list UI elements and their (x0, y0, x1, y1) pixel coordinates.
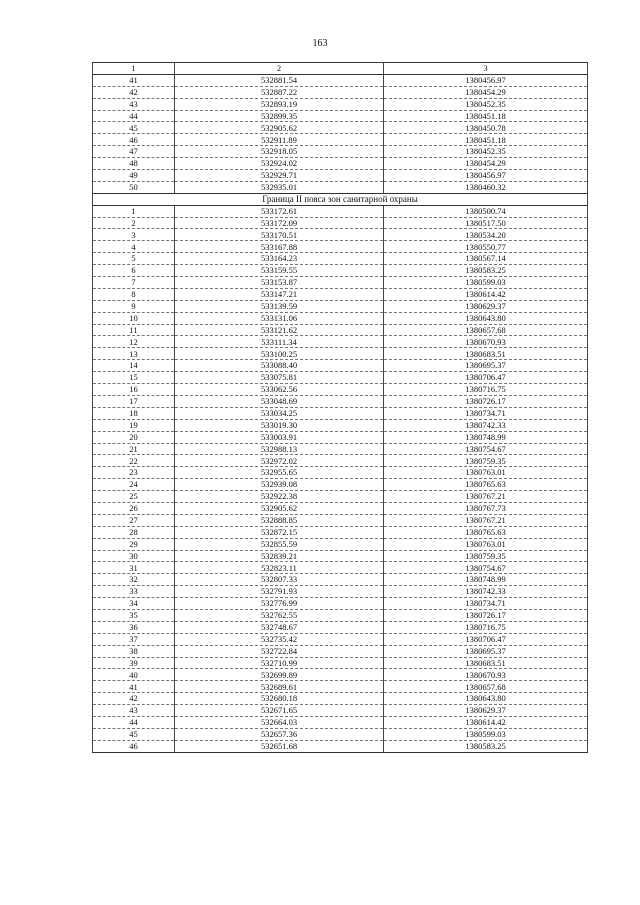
table-row (93, 431, 588, 443)
table-row (93, 217, 588, 229)
table-row (93, 633, 588, 645)
y-coordinate-cell: 1380643.80 (384, 312, 588, 324)
y-coordinate-cell: 1380765.63 (384, 526, 588, 538)
y-coordinate-cell: 1380599.03 (384, 277, 588, 289)
x-coordinate-cell: 533131.06 (175, 312, 384, 324)
x-coordinate-cell: 532905.62 (175, 122, 384, 134)
point-number-cell: 44 (93, 110, 175, 122)
x-coordinate-cell: 533139.59 (175, 300, 384, 312)
point-number-cell: 43 (93, 98, 175, 110)
table-row (93, 669, 588, 681)
section-row (93, 193, 588, 205)
point-number-cell: 11 (93, 324, 175, 336)
x-coordinate-cell: 532807.33 (175, 574, 384, 586)
y-coordinate-cell: 1380767.21 (384, 514, 588, 526)
x-coordinate-cell: 532699.89 (175, 669, 384, 681)
table-row (93, 502, 588, 514)
point-number-cell: 39 (93, 657, 175, 669)
x-coordinate-cell: 532911.89 (175, 134, 384, 146)
y-coordinate-cell: 1380683.51 (384, 657, 588, 669)
y-coordinate-cell: 1380657.68 (384, 324, 588, 336)
table-row (93, 229, 588, 241)
point-number-cell: 20 (93, 431, 175, 443)
coordinates-table (92, 62, 588, 753)
x-coordinate-cell: 533172.09 (175, 217, 384, 229)
point-number-cell: 16 (93, 384, 175, 396)
x-coordinate-cell: 533167.88 (175, 241, 384, 253)
table-row (93, 728, 588, 740)
table-row (93, 479, 588, 491)
point-number-cell: 14 (93, 360, 175, 372)
table-row (93, 170, 588, 182)
x-coordinate-cell: 532939.08 (175, 479, 384, 491)
x-coordinate-cell: 532922.38 (175, 491, 384, 503)
table-row (93, 407, 588, 419)
x-coordinate-cell: 532776.99 (175, 598, 384, 610)
x-coordinate-cell: 532899.35 (175, 110, 384, 122)
x-coordinate-cell: 533164.23 (175, 253, 384, 265)
table-header-row (93, 63, 588, 75)
table-row (93, 443, 588, 455)
table-row (93, 705, 588, 717)
table-row (93, 740, 588, 752)
point-number-cell: 45 (93, 122, 175, 134)
y-coordinate-cell: 1380716.75 (384, 384, 588, 396)
point-number-cell: 32 (93, 574, 175, 586)
y-coordinate-cell: 1380567.14 (384, 253, 588, 265)
header-col-3: 3 (384, 63, 588, 75)
table-row (93, 300, 588, 312)
y-coordinate-cell: 1380763.01 (384, 467, 588, 479)
point-number-cell: 43 (93, 705, 175, 717)
x-coordinate-cell: 532657.36 (175, 728, 384, 740)
y-coordinate-cell: 1380767.73 (384, 502, 588, 514)
point-number-cell: 47 (93, 146, 175, 158)
table-row (93, 419, 588, 431)
table-row (93, 277, 588, 289)
point-number-cell: 12 (93, 336, 175, 348)
x-coordinate-cell: 532710.99 (175, 657, 384, 669)
x-coordinate-cell: 532651.68 (175, 740, 384, 752)
y-coordinate-cell: 1380614.42 (384, 716, 588, 728)
table-row (93, 455, 588, 467)
table-row (93, 384, 588, 396)
table-row (93, 158, 588, 170)
page-number: 163 (312, 38, 328, 49)
y-coordinate-cell: 1380456.97 (384, 170, 588, 182)
table-row (93, 693, 588, 705)
x-coordinate-cell: 532888.85 (175, 514, 384, 526)
point-number-cell: 22 (93, 455, 175, 467)
table-row (93, 645, 588, 657)
y-coordinate-cell: 1380734.71 (384, 598, 588, 610)
x-coordinate-cell: 533111.34 (175, 336, 384, 348)
x-coordinate-cell: 532881.54 (175, 74, 384, 86)
y-coordinate-cell: 1380754.67 (384, 443, 588, 455)
point-number-cell: 46 (93, 740, 175, 752)
table-row (93, 681, 588, 693)
point-number-cell: 34 (93, 598, 175, 610)
point-number-cell: 21 (93, 443, 175, 455)
point-number-cell: 5 (93, 253, 175, 265)
table-row (93, 372, 588, 384)
table-row (93, 98, 588, 110)
y-coordinate-cell: 1380629.37 (384, 705, 588, 717)
point-number-cell: 6 (93, 265, 175, 277)
y-coordinate-cell: 1380450.78 (384, 122, 588, 134)
x-coordinate-cell: 533100.25 (175, 348, 384, 360)
y-coordinate-cell: 1380599.03 (384, 728, 588, 740)
point-number-cell: 29 (93, 538, 175, 550)
table-row (93, 598, 588, 610)
x-coordinate-cell: 533159.55 (175, 265, 384, 277)
point-number-cell: 44 (93, 716, 175, 728)
y-coordinate-cell: 1380726.17 (384, 609, 588, 621)
x-coordinate-cell: 533062.56 (175, 384, 384, 396)
x-coordinate-cell: 532722.84 (175, 645, 384, 657)
y-coordinate-cell: 1380670.93 (384, 336, 588, 348)
y-coordinate-cell: 1380695.37 (384, 645, 588, 657)
point-number-cell: 42 (93, 693, 175, 705)
point-number-cell: 8 (93, 288, 175, 300)
table-row (93, 146, 588, 158)
point-number-cell: 26 (93, 502, 175, 514)
y-coordinate-cell: 1380451.18 (384, 134, 588, 146)
x-coordinate-cell: 532918.05 (175, 146, 384, 158)
point-number-cell: 18 (93, 407, 175, 419)
x-coordinate-cell: 532872.15 (175, 526, 384, 538)
point-number-cell: 42 (93, 86, 175, 98)
table-row (93, 538, 588, 550)
point-number-cell: 49 (93, 170, 175, 182)
y-coordinate-cell: 1380456.97 (384, 74, 588, 86)
point-number-cell: 41 (93, 681, 175, 693)
y-coordinate-cell: 1380500.74 (384, 205, 588, 217)
x-coordinate-cell: 532671.65 (175, 705, 384, 717)
x-coordinate-cell: 533088.40 (175, 360, 384, 372)
y-coordinate-cell: 1380734.71 (384, 407, 588, 419)
y-coordinate-cell: 1380657.68 (384, 681, 588, 693)
x-coordinate-cell: 532855.59 (175, 538, 384, 550)
point-number-cell: 30 (93, 550, 175, 562)
y-coordinate-cell: 1380726.17 (384, 395, 588, 407)
y-coordinate-cell: 1380670.93 (384, 669, 588, 681)
table-row (93, 312, 588, 324)
y-coordinate-cell: 1380754.67 (384, 562, 588, 574)
y-coordinate-cell: 1380629.37 (384, 300, 588, 312)
x-coordinate-cell: 533172.61 (175, 205, 384, 217)
x-coordinate-cell: 532664.03 (175, 716, 384, 728)
point-number-cell: 25 (93, 491, 175, 503)
y-coordinate-cell: 1380767.21 (384, 491, 588, 503)
table-row (93, 574, 588, 586)
table-row (93, 241, 588, 253)
table-row (93, 609, 588, 621)
y-coordinate-cell: 1380583.25 (384, 265, 588, 277)
table-row (93, 395, 588, 407)
table-row (93, 110, 588, 122)
table-row (93, 586, 588, 598)
y-coordinate-cell: 1380460.32 (384, 181, 588, 193)
y-coordinate-cell: 1380716.75 (384, 621, 588, 633)
x-coordinate-cell: 533019.30 (175, 419, 384, 431)
y-coordinate-cell: 1380759.35 (384, 550, 588, 562)
point-number-cell: 46 (93, 134, 175, 146)
point-number-cell: 48 (93, 158, 175, 170)
header-col-1: 1 (93, 63, 175, 75)
x-coordinate-cell: 533003.91 (175, 431, 384, 443)
x-coordinate-cell: 532762.55 (175, 609, 384, 621)
y-coordinate-cell: 1380706.47 (384, 372, 588, 384)
table-row (93, 621, 588, 633)
point-number-cell: 41 (93, 74, 175, 86)
table-row (93, 467, 588, 479)
y-coordinate-cell: 1380550.77 (384, 241, 588, 253)
point-number-cell: 37 (93, 633, 175, 645)
x-coordinate-cell: 533034.25 (175, 407, 384, 419)
point-number-cell: 3 (93, 229, 175, 241)
section-title: Граница II пояса зон санитарной охраны (93, 193, 588, 205)
x-coordinate-cell: 532735.42 (175, 633, 384, 645)
x-coordinate-cell: 532924.02 (175, 158, 384, 170)
x-coordinate-cell: 532689.61 (175, 681, 384, 693)
table-row (93, 550, 588, 562)
point-number-cell: 35 (93, 609, 175, 621)
y-coordinate-cell: 1380452.35 (384, 98, 588, 110)
x-coordinate-cell: 532791.93 (175, 586, 384, 598)
y-coordinate-cell: 1380763.01 (384, 538, 588, 550)
y-coordinate-cell: 1380517.50 (384, 217, 588, 229)
point-number-cell: 10 (93, 312, 175, 324)
point-number-cell: 50 (93, 181, 175, 193)
x-coordinate-cell: 532887.22 (175, 86, 384, 98)
y-coordinate-cell: 1380454.29 (384, 86, 588, 98)
x-coordinate-cell: 532929.71 (175, 170, 384, 182)
x-coordinate-cell: 532748.67 (175, 621, 384, 633)
point-number-cell: 17 (93, 395, 175, 407)
y-coordinate-cell: 1380643.80 (384, 693, 588, 705)
table-row (93, 265, 588, 277)
y-coordinate-cell: 1380759.35 (384, 455, 588, 467)
x-coordinate-cell: 533170.51 (175, 229, 384, 241)
table-row (93, 74, 588, 86)
point-number-cell: 36 (93, 621, 175, 633)
point-number-cell: 40 (93, 669, 175, 681)
point-number-cell: 1 (93, 205, 175, 217)
x-coordinate-cell: 532680.18 (175, 693, 384, 705)
table-row (93, 514, 588, 526)
y-coordinate-cell: 1380742.33 (384, 586, 588, 598)
x-coordinate-cell: 533048.69 (175, 395, 384, 407)
x-coordinate-cell: 532972.02 (175, 455, 384, 467)
x-coordinate-cell: 532905.62 (175, 502, 384, 514)
table-row (93, 562, 588, 574)
table-row (93, 205, 588, 217)
point-number-cell: 33 (93, 586, 175, 598)
y-coordinate-cell: 1380534.20 (384, 229, 588, 241)
y-coordinate-cell: 1380452.35 (384, 146, 588, 158)
x-coordinate-cell: 533153.87 (175, 277, 384, 289)
point-number-cell: 9 (93, 300, 175, 312)
y-coordinate-cell: 1380614.42 (384, 288, 588, 300)
table-row (93, 122, 588, 134)
point-number-cell: 7 (93, 277, 175, 289)
point-number-cell: 19 (93, 419, 175, 431)
x-coordinate-cell: 532823.11 (175, 562, 384, 574)
point-number-cell: 45 (93, 728, 175, 740)
x-coordinate-cell: 533121.62 (175, 324, 384, 336)
point-number-cell: 13 (93, 348, 175, 360)
x-coordinate-cell: 532988.13 (175, 443, 384, 455)
table-row (93, 360, 588, 372)
point-number-cell: 28 (93, 526, 175, 538)
y-coordinate-cell: 1380748.99 (384, 574, 588, 586)
point-number-cell: 15 (93, 372, 175, 384)
point-number-cell: 38 (93, 645, 175, 657)
table-row (93, 134, 588, 146)
table-row (93, 253, 588, 265)
point-number-cell: 23 (93, 467, 175, 479)
table-row (93, 181, 588, 193)
table-row (93, 348, 588, 360)
table-row (93, 657, 588, 669)
y-coordinate-cell: 1380695.37 (384, 360, 588, 372)
table-row (93, 716, 588, 728)
point-number-cell: 27 (93, 514, 175, 526)
point-number-cell: 4 (93, 241, 175, 253)
y-coordinate-cell: 1380583.25 (384, 740, 588, 752)
x-coordinate-cell: 532955.65 (175, 467, 384, 479)
x-coordinate-cell: 532839.21 (175, 550, 384, 562)
y-coordinate-cell: 1380683.51 (384, 348, 588, 360)
table-row (93, 86, 588, 98)
coordinates-table-body (93, 63, 588, 753)
point-number-cell: 2 (93, 217, 175, 229)
point-number-cell: 31 (93, 562, 175, 574)
table-row (93, 288, 588, 300)
x-coordinate-cell: 533075.81 (175, 372, 384, 384)
table-row (93, 324, 588, 336)
y-coordinate-cell: 1380451.18 (384, 110, 588, 122)
y-coordinate-cell: 1380454.29 (384, 158, 588, 170)
table-row (93, 336, 588, 348)
point-number-cell: 24 (93, 479, 175, 491)
x-coordinate-cell: 532893.19 (175, 98, 384, 110)
table-row (93, 526, 588, 538)
x-coordinate-cell: 533147.21 (175, 288, 384, 300)
y-coordinate-cell: 1380742.33 (384, 419, 588, 431)
y-coordinate-cell: 1380748.99 (384, 431, 588, 443)
x-coordinate-cell: 532935.01 (175, 181, 384, 193)
table-row (93, 491, 588, 503)
y-coordinate-cell: 1380765.63 (384, 479, 588, 491)
y-coordinate-cell: 1380706.47 (384, 633, 588, 645)
header-col-2: 2 (175, 63, 384, 75)
